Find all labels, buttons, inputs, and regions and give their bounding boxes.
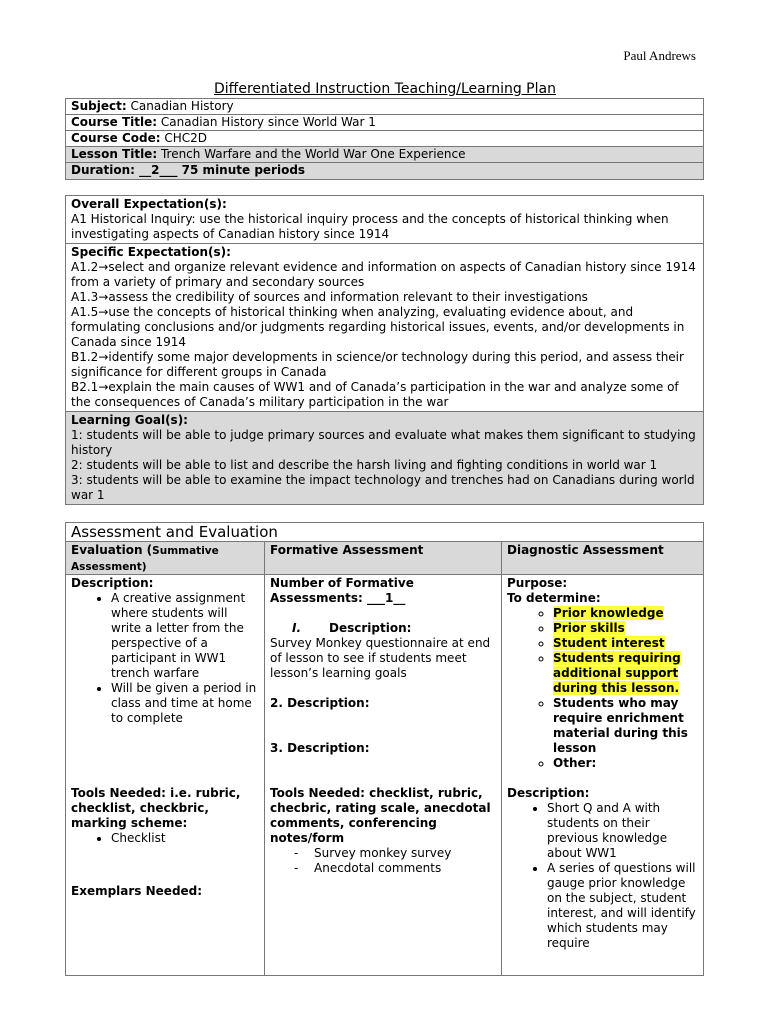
summative-tools-label: Tools Needed: i.e. rubric, checklist, checkbric, marking scheme: (71, 786, 241, 830)
subject-label: Subject: (71, 99, 127, 113)
formative-number-label: Number of Formative Assessments: ___1__ (270, 576, 414, 605)
diagnostic-column-header: Diagnostic Assessment (507, 543, 664, 557)
diagnostic-purpose-list (507, 606, 698, 771)
document-title: Differentiated Instruction Teaching/Learning Plan (214, 81, 556, 97)
specific-expectation-item: A1.3→assess the credibility of sources and information relevant to their investigations (71, 290, 588, 304)
summative-description-label: Description: (71, 576, 154, 590)
list-item: • Checklist (111, 831, 259, 846)
summative-header-text: Summative Assessment) (71, 545, 219, 573)
description-label: Description: (329, 621, 412, 635)
assessment-column-headers (66, 542, 703, 575)
list-item: • Short Q and A with students on their previous knowledge about WW1 (547, 801, 698, 861)
list-item: - Survey monkey survey (314, 846, 496, 861)
highlighted-text: Student interest (553, 636, 665, 650)
overall-expectation-row (66, 196, 703, 244)
specific-expectation-item: B2.1→explain the main causes of WW1 and of Canada’s participation in the war and analyze some of the consequences of Canada’s military participation in the war (71, 380, 679, 409)
course-code-value: CHC2D (164, 131, 208, 145)
diagnostic-purpose-label: Purpose: (507, 576, 568, 590)
list-item (553, 651, 698, 696)
specific-expectation-item: A1.2→select and organize relevant evidence and information on aspects of Canadian history since 1914 from a variety of primary and secondary sources (71, 260, 696, 289)
assessment-heading: Assessment and Evaluation (66, 523, 703, 542)
highlighted-text: Students requiring additional support during this lesson. (553, 651, 681, 695)
subject-row (66, 99, 703, 115)
formative-tools-list (270, 846, 496, 876)
lesson-title-label: Lesson Title: (71, 147, 158, 161)
roman-numeral: I. (292, 621, 302, 635)
exemplars-label: Exemplars Needed: (71, 884, 203, 898)
subject-value: Canadian History (130, 99, 234, 113)
list-item: ◦ Students who may require enrichment material during this lesson (553, 696, 698, 756)
formative-column (265, 575, 502, 975)
formative-description-1-text: Survey Monkey questionnaire at end of lesson to see if students meet lesson’s learning goals (270, 636, 491, 680)
formative-tools-label: Tools Needed: checklist, rubric, checbric, rating scale, anecdotal comments, conferencing notes/form (270, 786, 491, 845)
list-item (553, 621, 698, 636)
learning-goal-item: 3: students will be able to examine the impact technology and trenches had on Canadians during world war 1 (71, 473, 695, 502)
overall-expectation-text: A1 Historical Inquiry: use the historical inquiry process and the concepts of historical thinking when investigating aspects of Canadian history since 1914 (71, 212, 669, 241)
list-item: • A series of questions will gauge prior knowledge on the subject, student interest, and will identify which students may require (547, 861, 698, 951)
summative-tools-list (71, 831, 259, 846)
learning-goal-item: 1: students will be able to judge primary sources and evaluate what makes them significant to studying history (71, 428, 696, 457)
author-name: Paul Andrews (623, 48, 696, 63)
learning-goal-item: 2: students will be able to list and describe the harsh living and fighting conditions in world war 1 (71, 458, 658, 472)
course-code-row (66, 131, 703, 147)
assessment-body (66, 575, 703, 975)
list-item: • A creative assignment where students will write a letter from the perspective of a participant in WW1 trench warfare (111, 591, 259, 681)
course-title-value: Canadian History since World War 1 (160, 115, 376, 129)
assessment-table (65, 522, 704, 976)
summative-column (66, 575, 265, 975)
expectations-table (65, 195, 704, 505)
summative-description-list (71, 591, 259, 726)
learning-goals-row (66, 412, 703, 504)
list-item: • Will be given a period in class and time at home to complete (111, 681, 259, 726)
list-item: ◦ Other: (553, 756, 698, 771)
specific-expectation-label: Specific Expectation(s): (71, 245, 231, 259)
lesson-title-value: Trench Warfare and the World War One Experience (160, 147, 466, 161)
diagnostic-description-list (507, 801, 698, 951)
formative-description-3-label: 3. Description: (270, 741, 370, 755)
learning-goals-label: Learning Goal(s): (71, 413, 188, 427)
lesson-title-row (66, 147, 703, 163)
highlighted-text: Prior skills (553, 621, 625, 635)
highlighted-text: Prior knowledge (553, 606, 664, 620)
list-item (553, 606, 698, 621)
duration-value: __2___ 75 minute periods (139, 163, 306, 177)
course-info-table (65, 98, 704, 180)
list-item (553, 636, 698, 651)
diagnostic-column (502, 575, 703, 975)
list-item: - Anecdotal comments (314, 861, 496, 876)
duration-label: Duration: (71, 163, 135, 177)
duration-row (66, 163, 703, 179)
diagnostic-description-label: Description: (507, 786, 590, 800)
summative-column-header (66, 542, 265, 574)
formative-description-2-label: 2. Description: (270, 696, 370, 710)
diagnostic-determine-label: To determine: (507, 591, 601, 605)
specific-expectation-item: B1.2→identify some major developments in science/or technology during this period, and assess their significance for different groups in Canada (71, 350, 684, 379)
evaluation-header-text: Evaluation ( (71, 543, 153, 557)
specific-expectation-row (66, 244, 703, 412)
course-code-label: Course Code: (71, 131, 161, 145)
course-title-label: Course Title: (71, 115, 158, 129)
overall-expectation-label: Overall Expectation(s): (71, 197, 227, 211)
formative-description-1-label (270, 621, 496, 636)
course-title-row (66, 115, 703, 131)
specific-expectation-item: A1.5→use the concepts of historical thinking when analyzing, evaluating evidence about, and formulating conclusions and/or judgments regarding historical issues, events, and/or developments in Canada since 1914 (71, 305, 685, 349)
formative-column-header: Formative Assessment (265, 542, 502, 574)
